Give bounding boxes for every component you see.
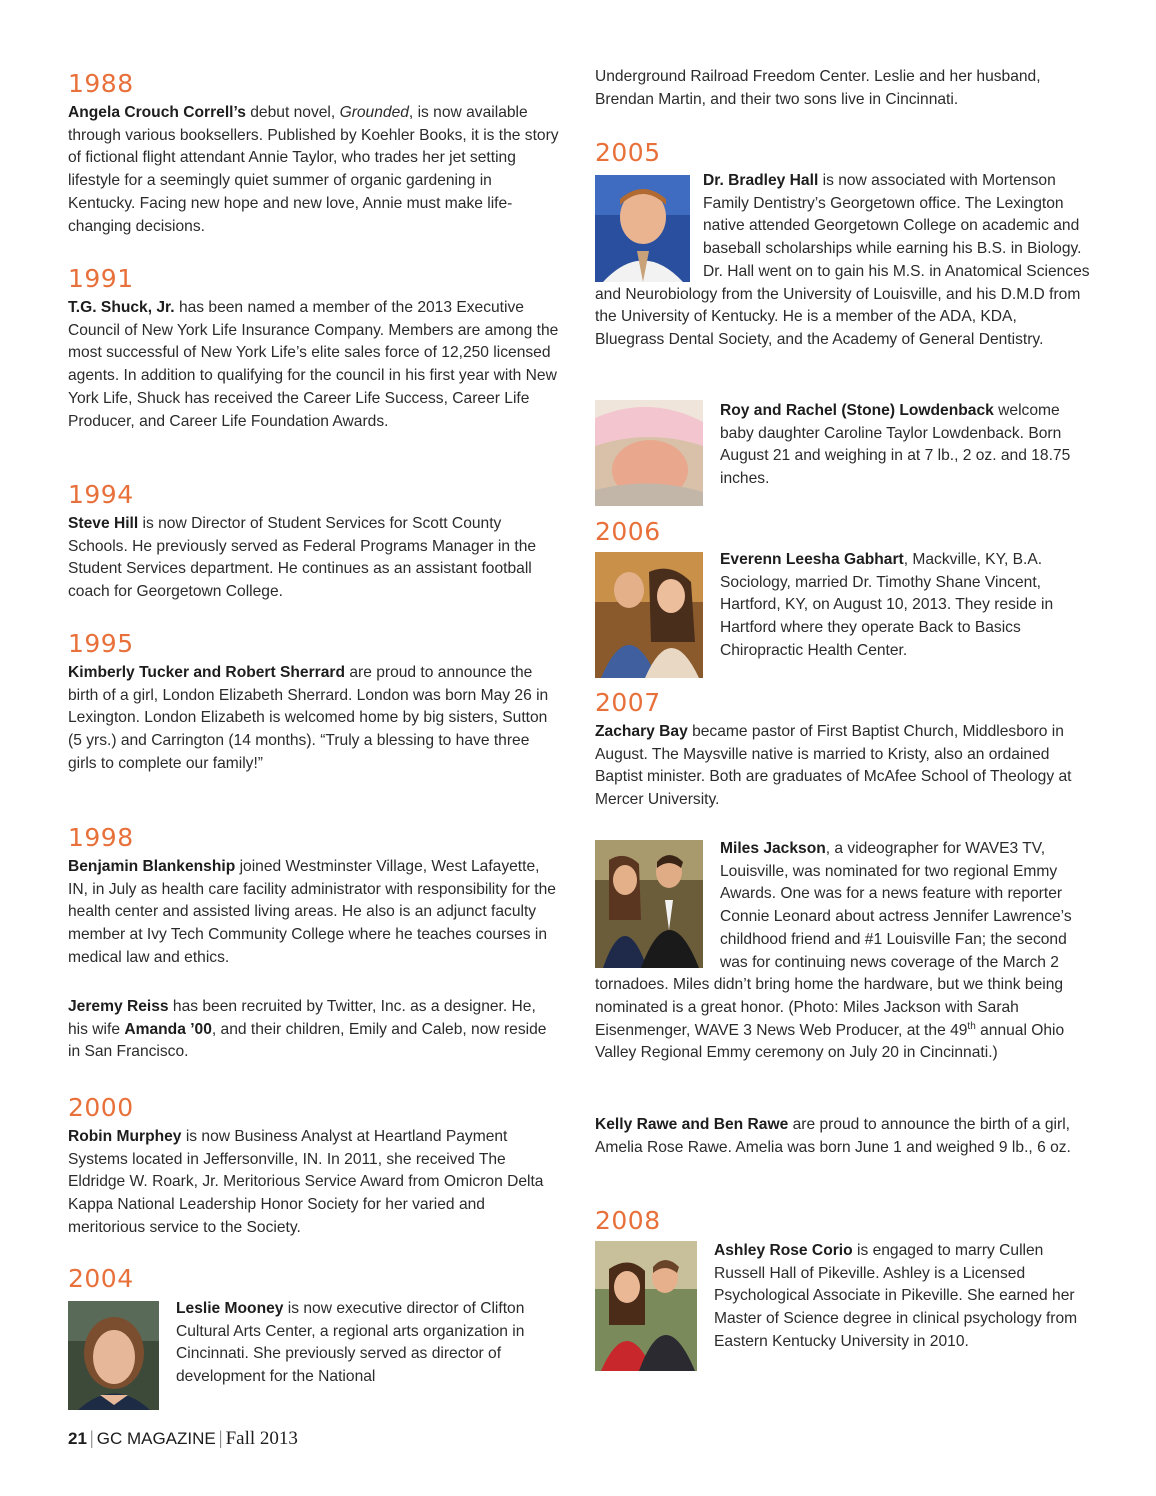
page-number: 21: [68, 1429, 87, 1448]
year-heading-1988: 1988: [68, 69, 134, 98]
year-heading-2006: 2006: [595, 517, 661, 546]
year-heading-2008: 2008: [595, 1206, 661, 1235]
note-mooney-continued: Underground Railroad Freedom Center. Leslie and her husband, Brendan Martin, and their two sons live in Cincinnati.: [595, 68, 1041, 108]
note-shuck: T.G. Shuck, Jr. has been named a member of the 2013 Executive Council of New York Life Insurance Company. Members are among the most successful of New York Life’s elite sales force of 12,250 licensed agents. In addition to qualifying for the council in his first year with New York Life, Shuck has received the Career Life Success, Career Life Producer, and Career Life Foundation Awards.: [68, 299, 559, 430]
year-heading-2007: 2007: [595, 688, 661, 717]
note-rawe: Kelly Rawe and Ben Rawe are proud to announce the birth of a girl, Amelia Rose Rawe. Amelia was born June 1 and weighed 9 lb., 6 oz.: [595, 1116, 1071, 1156]
photo-wrap-spacer: [595, 170, 703, 282]
note-gabhart: Everenn Leesha Gabhart, Mackville, KY, B.A. Sociology, married Dr. Timothy Shane Vincent, Hartford, KY, on August 10, 2013. They reside in Hartford where they operate Back to Basics Chiropractic Health Center.: [720, 551, 1054, 659]
year-heading-1998: 1998: [68, 823, 134, 852]
note-blankenship: Benjamin Blankenship joined Westminster Village, West Lafayette, IN, in July as health care facility administrator with responsibility for the health center and assisted living areas. He also is an adjunct faculty member at Ivy Tech Community College where he teaches courses in medical law and ethics.: [68, 858, 556, 966]
note-hill: Steve Hill is now Director of Student Services for Scott County Schools. He previously served as Federal Programs Manager in the Student Services department. He continues as an assistant football coach for Georgetown College.: [68, 515, 537, 601]
year-heading-1994: 1994: [68, 480, 134, 509]
note-reiss: Jeremy Reiss has been recruited by Twitter, Inc. as a designer. He, his wife Amanda ’00, and their children, Emily and Caleb, now reside in San Francisco.: [68, 998, 547, 1061]
year-heading-1995: 1995: [68, 629, 134, 658]
magazine-name: GC MAGAZINE: [96, 1429, 216, 1448]
note-corio: Ashley Rose Corio is engaged to marry Cullen Russell Hall of Pikeville. Ashley is a Licensed Psychological Associate in Pikeville. She earned her Master of Science degree in clinical psychology from Eastern Kentucky University in 2010.: [714, 1242, 1078, 1350]
photo-leslie-mooney: [68, 1301, 159, 1410]
note-miles-jackson: Miles Jackson, a videographer for WAVE3 TV, Louisville, was nominated for two regional Emmy Awards. One was for a news feature with reporter Connie Leonard about actress Jennifer Lawrence’s childhood friend and #1 Louisville Fan; the second was for continuing news coverage of the March 2 tornadoes. Miles didn’t bring home the hardware, but we think being nominated is a great honor. (Photo: Miles Jackson with Sarah Eisenmenger, WAVE 3 News Web Producer, at the 49th annual Ohio Valley Regional Emmy ceremony on July 20 in Cincinnati.): [595, 840, 1072, 1062]
photo-baby-caroline: [595, 400, 703, 506]
note-lowdenback: Roy and Rachel (Stone) Lowdenback welcome baby daughter Caroline Taylor Lowdenback. Born August 21 and weighing in at 7 lb., 2 oz. and 18.75 inches.: [720, 402, 1071, 488]
photo-ashley-corio: [595, 1241, 697, 1371]
year-heading-2004: 2004: [68, 1264, 134, 1293]
issue-label: Fall 2013: [225, 1428, 298, 1449]
note-murphey: Robin Murphey is now Business Analyst at Heartland Payment Systems located in Jeffersonville, IN. In 2011, she received The Eldridge W. Roark, Jr. Meritorious Service Award from Omicron Delta Kappa National Leadership Honor Society for her varied and meritorious service to the Society.: [68, 1128, 544, 1236]
note-bay: Zachary Bay became pastor of First Baptist Church, Middlesboro in August. The Maysville native is married to Kristy, also an ordained Baptist minister. Both are graduates of McAfee School of Theology at Mercer University.: [595, 723, 1072, 809]
photo-wrap-spacer: [595, 838, 720, 974]
year-heading-2005: 2005: [595, 138, 661, 167]
note-mooney: Leslie Mooney is now executive director of Clifton Cultural Arts Center, a regional arts organization in Cincinnati. She previously served as director of development for the National: [176, 1300, 525, 1386]
year-heading-1991: 1991: [68, 264, 134, 293]
page-footer: 21 | GC MAGAZINE | Fall 2013: [68, 1428, 298, 1449]
photo-gabhart-vincent: [595, 552, 703, 678]
note-tucker-sherrard: Kimberly Tucker and Robert Sherrard are proud to announce the birth of a girl, London Elizabeth Sherrard. London was born May 26 in Lexington. London Elizabeth is welcomed home by big sisters, Sutton (5 yrs.) and Carrington (14 months). “Truly a blessing to have three girls to complete our family!”: [68, 664, 549, 772]
note-bradley-hall: Dr. Bradley Hall is now associated with Mortenson Family Dentistry’s Georgetown office. The Lexington native attended Georgetown College on academic and baseball scholarships while earning his B.S. in Biology. Dr. Hall went on to gain his M.S. in Anatomical Sciences and Neurobiology from the University of Louisville, and his D.M.D from the University of Kentucky. He is a member of the ADA, KDA, Bluegrass Dental Society, and the Academy of General Dentistry.: [595, 172, 1090, 348]
note-correll: Angela Crouch Correll’s debut novel, Grounded, is now available through various booksellers. Published by Koehler Books, it is the story of fictional flight attendant Annie Taylor, who trades her jet setting lifestyle for a seemingly quiet summer of organic gardening in Kentucky. Facing new hope and new love, Annie must make life-changing decisions.: [68, 104, 559, 235]
year-heading-2000: 2000: [68, 1093, 134, 1122]
